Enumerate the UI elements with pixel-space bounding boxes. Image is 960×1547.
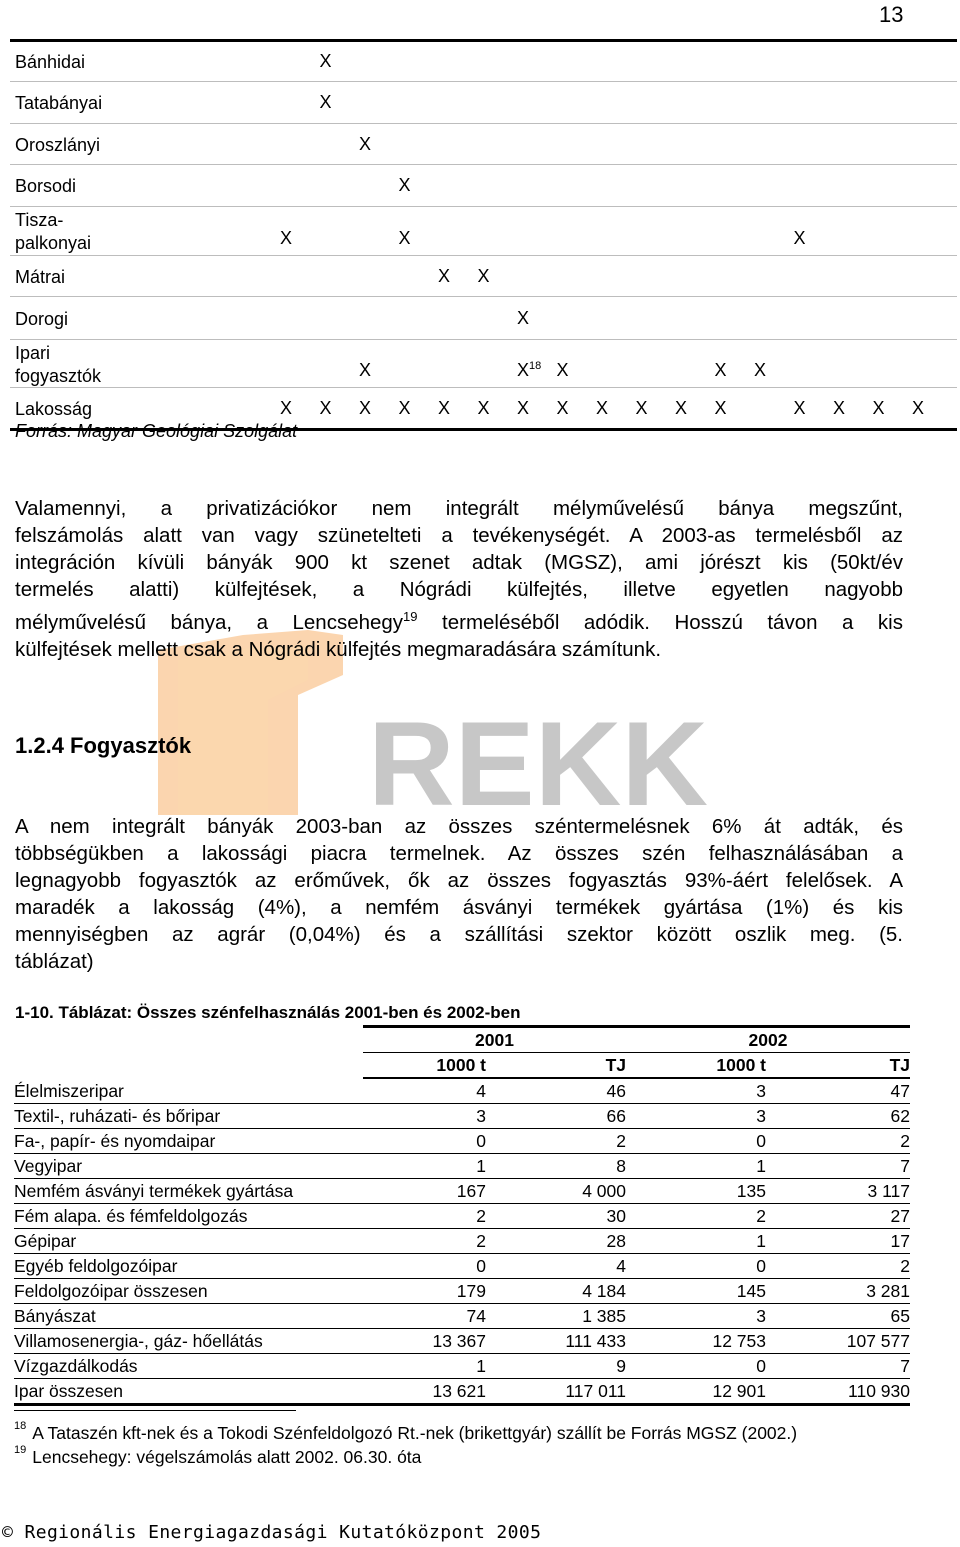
matrix-mark [794,228,806,249]
table-cell: 1 [626,1229,766,1254]
matrix-mark [873,398,885,419]
row-label: Fa-, papír- és nyomdaipar [14,1129,363,1154]
paragraph-line [15,495,903,522]
matrix-mark [517,398,529,419]
mark-text: X [398,228,411,248]
paragraph-line [15,522,903,549]
table-cell: 12 753 [626,1329,766,1354]
table-row [14,1154,910,1179]
mark-text: X [714,397,727,418]
table-cell: 65 [766,1304,910,1329]
footnote-ref: 18 [529,360,542,372]
table-cell: 74 [363,1304,486,1329]
mark-text: X [359,360,372,380]
row-label: Textil-, ruházati- és bőripar [14,1104,363,1129]
table-cell: 1 [626,1154,766,1179]
table-cell: 8 [486,1154,626,1179]
table-row [14,1078,910,1104]
table-cell: 145 [626,1279,766,1304]
matrix-mark [320,92,332,113]
matrix-mark [320,51,332,72]
mark-text: X [319,92,332,112]
matrix-row-label: Oroszlányi [15,134,101,155]
unit-header: 1000 t [363,1053,486,1079]
footnote-separator [14,1410,296,1411]
mark-text: X [635,397,648,418]
matrix-row [10,297,957,340]
table-cell: 4 [486,1254,626,1279]
matrix-mark [399,398,411,419]
paragraph-text: Valamennyi, a privatizációkor nem integrált mélyművelésű bánya megszűnt, [15,497,903,520]
unit-header: TJ [766,1053,910,1079]
mark-text: X [477,397,490,418]
table-cell: 62 [766,1104,910,1129]
table-cell: 66 [486,1104,626,1129]
row-label: Feldolgozóipar összesen [14,1279,363,1304]
matrix-row [10,207,957,256]
matrix-mark [478,266,490,287]
paragraph-line [15,636,903,663]
matrix-row-label: Bánhidai [15,52,86,72]
table-cell: 117 011 [486,1379,626,1405]
matrix-row-label: Borsodi [15,176,77,196]
row-label: Bányászat [14,1304,363,1329]
table-row [14,1279,910,1304]
table-caption: 1-10. Táblázat: Összes szénfelhasználás 2001-ben és 2002-ben [15,1003,521,1022]
matrix-mark [675,398,687,419]
page-number: 13 [879,2,904,27]
matrix-mark [557,398,569,419]
mark-text: X [793,397,806,418]
matrix-row-label: Tisza- palkonyai [15,210,92,253]
footnote-text: A Tataszén kft-nek és a Tokodi Szénfeldolgozó Rt.-nek (brikettgyár) szállít be Forrás MGSZ (2002.) [32,1423,798,1443]
paragraph-text: integráción kívüli bányák 900 kt szenet adtak (MGSZ), ami jórészt kis (50kt/év [15,551,903,574]
matrix-mark [636,398,648,419]
table-cell: 2 [766,1129,910,1154]
table-cell: 1 [363,1154,486,1179]
matrix-mark [478,398,490,419]
matrix-mark [438,266,450,287]
table-cell: 4 000 [486,1179,626,1204]
matrix-mark [280,228,292,249]
matrix-row [10,340,957,388]
matrix-mark [399,175,411,196]
table-cell: 30 [486,1204,626,1229]
mark-text: X [280,397,293,418]
mark-text: X [833,397,846,418]
matrix-row [10,42,957,82]
table-cell: 13 621 [363,1379,486,1405]
table-cell: 3 281 [766,1279,910,1304]
table-cell: 0 [363,1254,486,1279]
matrix-mark [517,308,529,329]
footnote-18 [14,1420,797,1444]
table-cell: 47 [766,1078,910,1104]
table-cell: 1 [363,1354,486,1379]
mark-text: X [438,265,451,286]
matrix-row-label: Ipari fogyasztók [15,343,102,386]
table-row [14,1104,910,1129]
mark-text: X [872,397,885,418]
table-row [14,1304,910,1329]
paragraph-text: termeléséből adódik. Hosszú távon a kis [417,610,903,634]
matrix-mark [754,360,766,381]
table-cell: 4 [363,1078,486,1104]
mark-text: X [280,228,293,248]
row-label: Ipar összesen [14,1379,363,1405]
mark-text: X [793,228,806,248]
row-label: Vegyipar [14,1154,363,1179]
mark-text: X [912,397,925,418]
matrix-mark [794,398,806,419]
table-cell: 167 [363,1179,486,1204]
matrix-row-label: Mátrai [15,266,66,287]
matrix-mark [359,360,371,381]
table-cell: 4 184 [486,1279,626,1304]
row-label: Fém alapa. és fémfeldolgozás [14,1204,363,1229]
mark-text: X [675,397,688,418]
footnote-text: Lencsehegy: végelszámolás alatt 2002. 06.30. óta [32,1447,422,1467]
matrix-row [10,124,957,165]
table-row [14,1229,910,1254]
table-row [14,1329,910,1354]
table-cell: 111 433 [486,1329,626,1354]
matrix-mark [912,398,924,419]
matrix-mark [359,134,371,155]
footnote-number: 18 [14,1420,27,1432]
year-header-2002: 2002 [626,1027,910,1053]
matrix-row [10,256,957,297]
matrix-mark [715,398,727,419]
matrix-mark [557,360,569,381]
paragraph-text: mélyművelésű bánya, a Lencsehegy [15,610,404,634]
table-cell: 9 [486,1354,626,1379]
row-label: Nemfém ásványi termékek gyártása [14,1179,363,1204]
table-cell: 3 117 [766,1179,910,1204]
mark-text: X [517,360,530,380]
table-cell: 110 930 [766,1379,910,1405]
mark-text: X [438,397,451,418]
paragraph-line [15,549,903,576]
mark-text: X [359,133,372,154]
table-cell: 0 [363,1129,486,1154]
paragraph-line: A nem integrált bányák 2003-ban az összes széntermelésnek 6% át adták, és [15,815,903,838]
footnote-ref: 19 [403,609,418,624]
table-cell: 0 [626,1354,766,1379]
table-cell: 27 [766,1204,910,1229]
matrix-mark [715,360,727,381]
table-unit-row [14,1053,910,1079]
mark-text: X [319,397,332,418]
table-cell: 2 [363,1204,486,1229]
table-cell: 2 [486,1129,626,1154]
matrix-mark [517,360,541,381]
paragraph-line [15,576,903,603]
table-cell: 12 901 [626,1379,766,1405]
mark-text: X [754,360,767,380]
mark-text: X [359,397,372,418]
table-cell: 0 [626,1129,766,1154]
table-cell: 3 [626,1104,766,1129]
table-cell: 0 [626,1254,766,1279]
table-row [14,1354,910,1379]
footnote-19 [14,1444,421,1468]
paragraph-text: termelés alatti) külfejtések, a Nógrádi külfejtés, illetve egyetlen nagyobb [15,578,903,601]
table-cell: 135 [626,1179,766,1204]
paragraph-line: maradék a lakosság (4%), a nemfém ásványi termékek gyártása (1%) és kis [15,896,903,919]
supply-matrix-table [10,42,957,431]
paragraph-text: felszámolás alatt van vagy szünetelteti a tevékenységét. A 2003-as termelésből az [15,524,903,547]
table-cell: 2 [363,1229,486,1254]
table-cell: 3 [626,1304,766,1329]
matrix-mark [320,398,332,419]
paragraph-consumers [15,813,903,975]
table-cell: 7 [766,1354,910,1379]
matrix-mark [438,398,450,419]
paragraph-line: legnagyobb fogyasztók az erőművek, ők az összes fogyasztás 93%-áért felelősek. A [15,869,903,892]
paragraph-line: mennyiségben az agrár (0,04%) és a szállítási szektor között oszlik meg. (5. [15,923,903,946]
matrix-mark [596,398,608,419]
row-label: Villamosenergia-, gáz- hőellátás [14,1329,363,1354]
mark-text: X [517,307,530,328]
table-year-row [14,1027,910,1053]
unit-header: 1000 t [626,1053,766,1079]
matrix-row-label: Dorogi [15,308,69,329]
table-cell: 2 [766,1254,910,1279]
row-label: Élelmiszeripar [14,1078,363,1104]
matrix-row-label: Tatabányai [15,93,103,113]
section-heading: 1.2.4 Fogyasztók [15,733,192,758]
table-cell: 13 367 [363,1329,486,1354]
matrix-mark [359,398,371,419]
matrix-mark [399,228,411,249]
mark-text: X [596,397,609,418]
table-cell: 17 [766,1229,910,1254]
matrix-row [10,82,957,124]
table-source: Forrás: Magyar Geológiai Szolgálat [15,421,298,441]
mark-text: X [714,360,727,380]
table-cell: 107 577 [766,1329,910,1354]
coal-consumption-table [14,1025,910,1406]
table-row [14,1179,910,1204]
row-label: Egyéb feldolgozóipar [14,1254,363,1279]
table-cell: 1 385 [486,1304,626,1329]
row-label: Vízgazdálkodás [14,1354,363,1379]
year-header-2001: 2001 [363,1027,626,1053]
table-row [14,1204,910,1229]
mark-text: X [556,397,569,418]
watermark-text: REKK [368,697,709,820]
mark-text: X [398,397,411,418]
mark-text: X [398,175,411,195]
matrix-mark [833,398,845,419]
table-cell: 2 [626,1204,766,1229]
unit-header: TJ [486,1053,626,1079]
table-cell: 3 [626,1078,766,1104]
table-cell: 3 [363,1104,486,1129]
mark-text: X [517,397,530,418]
mark-text: X [319,51,332,71]
paragraph-mining [15,495,903,663]
table-row [14,1379,910,1405]
matrix-row-label: Lakosság [15,398,93,419]
paragraph-text: külfejtések mellett csak a Nógrádi külfejtés megmaradására számítunk. [15,637,662,661]
paragraph-line [15,603,903,636]
paragraph-line: többségükben a lakossági piacra termelnek. Az összes szén felhasználásában a [15,842,903,865]
table-cell: 7 [766,1154,910,1179]
mark-text: X [556,360,569,380]
table-cell: 46 [486,1078,626,1104]
paragraph-line: táblázat) [15,950,94,973]
table-cell: 179 [363,1279,486,1304]
page-footer: © Regionális Energiagazdasági Kutatóközpont 2005 [2,1522,542,1543]
table-row [14,1129,910,1154]
footnote-number: 19 [14,1444,27,1456]
matrix-row [10,165,957,207]
mark-text: X [477,265,490,286]
table-row [14,1254,910,1279]
row-label: Gépipar [14,1229,363,1254]
matrix-mark [280,398,292,419]
table-cell: 28 [486,1229,626,1254]
